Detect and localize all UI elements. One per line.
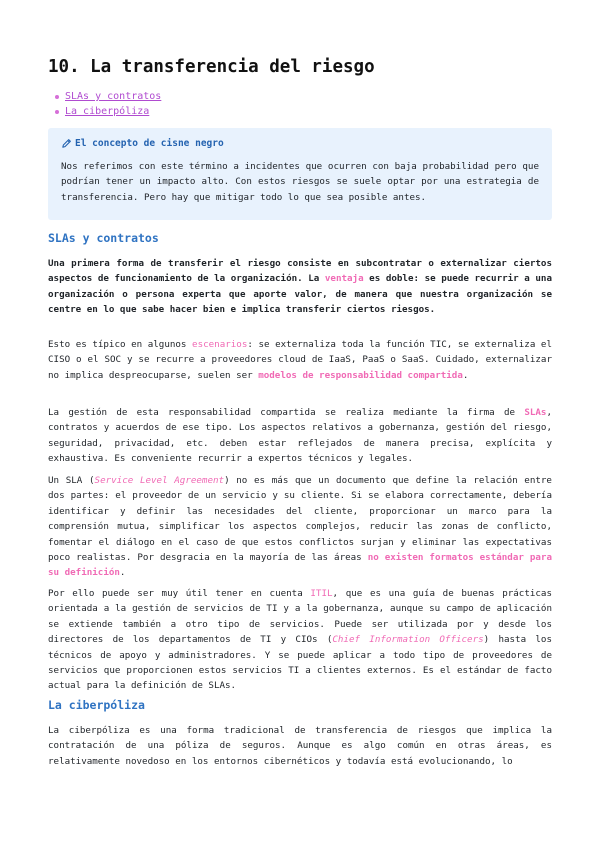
section-heading-ciberpoliza: La ciberpóliza [48, 698, 145, 712]
callout-header [61, 136, 539, 150]
callout-text: Nos referimos con este término a incidentes que ocurren con baja probabilidad pero que podrían tener un impacto alto. Con estos riesgos se suele optar por una estrategia de transferencia. Pero hay que mitigar todo lo que sea posible antes. [61, 161, 539, 203]
text-run: ) hasta los técnicos de apoyo y administradores. Y se puede aplicar a todo tipo de proveedores de servicios que proporcionen estos servicios TI a clientes externos. Es el estándar de facto actual para la definición de SLAs. [48, 634, 552, 692]
text-run: Esto es típico en algunos [48, 339, 193, 350]
toc-link-ciberpoliza[interactable]: La ciberpóliza [65, 106, 150, 117]
toc-item [55, 104, 161, 119]
bullet-icon [55, 110, 59, 114]
text-run: Una primera forma de transferir el riesgo consiste en subcontratar o externalizar ciertos aspectos de funcionamiento de la organización. La [48, 258, 552, 285]
text-run: La gestión de esta responsabilidad compartida se realiza mediante la firma de [48, 407, 525, 418]
page-title: 10. La transferencia del riesgo [48, 57, 375, 77]
text-run: , que es una guía de buenas prácticas orientada a la gestión de servicios de TI y a la gobernanza, aunque su campo de aplicación se extiende también a otro tipo de servicios. Puede ser utilizada por y desde los directores de los departamentos de TI y CIOs ( [48, 588, 552, 646]
text-run: Por ello puede ser muy útil tener en cuenta [48, 588, 311, 599]
highlight-term: Chief Information Officers [332, 634, 484, 646]
text-run: es doble: se puede recurrir a una organización o persona experta que aporte valor, de manera que nuestra organización se centre en lo que sabe hacer bien e implica transferir ciertos riesgos. [48, 273, 552, 316]
highlight-term: escenarios [192, 339, 248, 350]
paragraph [48, 473, 552, 581]
text-run: Un SLA ( [48, 475, 95, 486]
highlight-term: ITIL [310, 588, 333, 599]
text-run: ) no es más que un documento que define la relación entre dos partes: el proveedor de un servicio y su cliente. Si se elabora correctamente, debería identificar y definir las necesidades del cliente, proporcionar un marco para la comprensión mutua, simplificar los aspectos complejos, reducir las zonas de conflicto, fomentar el diálogo en el caso de que estos conflictos surjan y eliminar las expectativas poco realistas. Por desgracia en la mayoría de las áreas [48, 475, 552, 564]
highlight-term: modelos de responsabilidad compartida [258, 369, 463, 381]
pencil-icon [61, 138, 72, 149]
paragraph [48, 256, 552, 318]
text-run: . [119, 567, 126, 579]
text-run: : se externaliza toda la función TIC, se externaliza el CISO o el SOC y se recurre a proveedores cloud de IaaS, PaaS o SaaS. Cuidado, externalizar no implica despreocuparse, suelen ser [48, 339, 552, 381]
paragraph [48, 586, 552, 694]
callout-box [48, 128, 552, 220]
highlight-term: no existen formatos estándar para su definición [48, 552, 552, 579]
highlight-term: ventaja [324, 273, 364, 285]
toc-link-slas[interactable]: SLAs y contratos [65, 91, 162, 102]
text-run: . [462, 369, 469, 381]
callout-title: El concepto de cisne negro [75, 137, 224, 149]
toc-item [55, 89, 161, 104]
paragraph [48, 337, 552, 383]
section-heading-slas: SLAs y contratos [48, 231, 159, 245]
bullet-icon [55, 95, 59, 99]
highlight-term: SLAs [524, 407, 547, 418]
paragraph: La ciberpóliza es una forma tradicional de transferencia de riesgos que implica la contratación de una póliza de seguros. Aunque es algo común en otras áreas, es relativamente novedoso en los entornos cibernéticos y todavía está evolucionando, lo [48, 725, 552, 767]
highlight-term: Service Level Agreement [94, 475, 225, 486]
text-run: , contratos y acuerdos de ese tipo. Los aspectos relativos a gobernanza, gestión del riesgo, seguridad, privacidad, etc. deben estar reflejados de manera precisa, explícita y exhaustiva. Es conveniente recurrir a expertos técnicos y legales. [48, 407, 552, 465]
paragraph [48, 405, 552, 467]
table-of-contents [55, 89, 161, 119]
